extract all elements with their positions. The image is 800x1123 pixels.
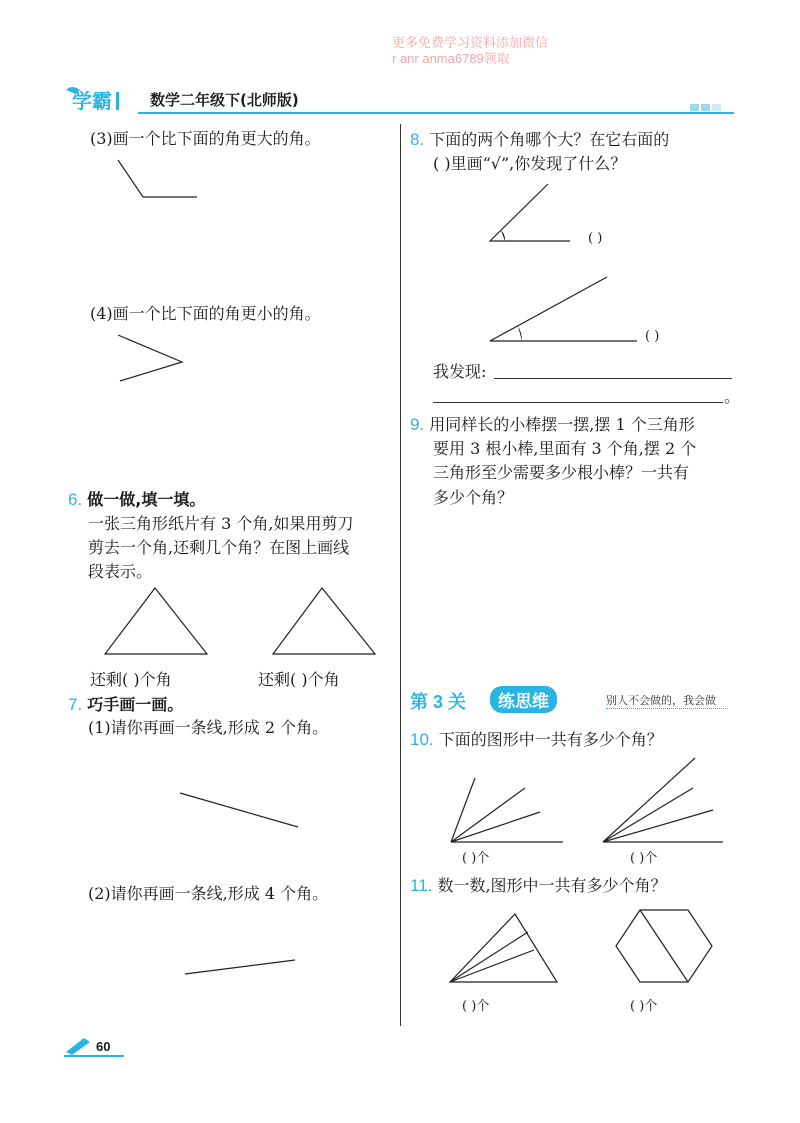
q10-answer-2[interactable]: ( )个 [630,851,658,866]
section-dotted-rule [606,708,728,709]
q6-number: 6. [68,490,83,509]
q6-line3: 段表示。 [88,562,153,581]
q8-angle-figures [485,180,645,350]
q8-angle-2-arc [518,326,522,341]
section-badge: 练思维 [490,686,557,713]
header-title: 数学二年级下(北师版) [150,91,299,109]
q8-line1-wrap [410,131,669,148]
q3-angle-figure [110,155,210,205]
footer-rule [64,1055,124,1057]
q8-line2: ( )里画“√”,你发现了什么？ [433,154,627,173]
q6-heading [68,491,205,508]
q11-text: 数一数,图形中一共有多少个角？ [437,876,667,895]
q8-paren-2[interactable]: ( ) [645,329,660,344]
q7-title: 巧手画一画。 [87,695,184,714]
q8-number: 8. [410,130,425,149]
q10-text: 下面的图形中一共有多少个角？ [438,730,663,749]
q11-wrap [410,877,667,894]
header-logo [62,84,132,118]
q10-figures [445,752,730,847]
q6-answer2: 还剩( )个角 [258,670,340,689]
q9-number: 9. [410,415,425,434]
q6-triangles [100,585,400,660]
q4-angle-figure [110,330,200,390]
q11-answer-1[interactable]: ( )个 [462,999,490,1014]
header-rule [138,112,734,114]
q3-label: (3)画一个比下面的角更大的角。 [90,129,321,148]
section-slogan: 别人不会做的，我会做 [606,694,716,707]
q9-line1: 用同样长的小棒摆一摆,摆 1 个三角形 [429,415,695,434]
q8-answer-line2[interactable] [433,402,723,403]
q7-1-line-figure [170,785,310,835]
section-prefix: 第 3 关 [410,692,467,712]
q9-line2: 要用 3 根小棒,里面有 3 个角,摆 2 个 [433,439,697,458]
q8-angle-2 [490,277,637,341]
q8-paren-1[interactable]: ( ) [588,231,603,246]
section-banner [410,686,732,712]
q7-1-label: (1)请你再画一条线,形成 2 个角。 [88,718,329,737]
q6-line2: 剪去一个角,还剩几个角？在图上画线 [88,538,350,557]
q7-number: 7. [68,695,83,714]
q4-label: (4)画一个比下面的角更小的角。 [90,304,321,323]
q6-answer1: 还剩( )个角 [90,670,172,689]
q9-line3: 三角形至少需要多少根小棒？一共有 [433,463,690,482]
column-divider [400,124,401,1026]
pencil-icon [64,1036,92,1056]
q7-2-label: (2)请你再画一条线,形成 4 个角。 [88,884,329,903]
q11-answer-2[interactable]: ( )个 [630,999,658,1014]
q7-heading [68,696,183,713]
watermark-line1: 更多免费学习资料添加微信 [392,35,549,50]
q10-wrap [410,731,663,748]
logo-text: 学霸 [72,89,112,113]
header-dots [690,96,721,115]
q8-answer-line1[interactable] [494,378,732,379]
q8-period: 。 [724,387,741,406]
q9-line1-wrap [410,416,695,433]
q7-2-line-figure [175,950,305,980]
watermark-line2: r anr anma6789领取 [392,51,510,66]
page-number: 60 [96,1039,111,1054]
q9-line4: 多少个角？ [433,488,514,507]
q6-triangle-1 [105,588,207,654]
q6-title: 做一做,填一填。 [87,490,206,509]
q8-find-label: 我发现: [433,362,487,381]
q11-figures [440,902,730,994]
q10-number: 10. [410,730,434,749]
q6-triangle-2 [273,588,375,654]
q8-line1: 下面的两个角哪个大？在它右面的 [429,130,670,149]
logo-graphic [62,84,132,114]
q11-number: 11. [410,876,433,895]
q8-angle-1-arc [501,230,505,241]
q6-line1: 一张三角形纸片有 3 个角,如果用剪刀 [88,514,354,533]
q10-answer-1[interactable]: ( )个 [462,851,490,866]
